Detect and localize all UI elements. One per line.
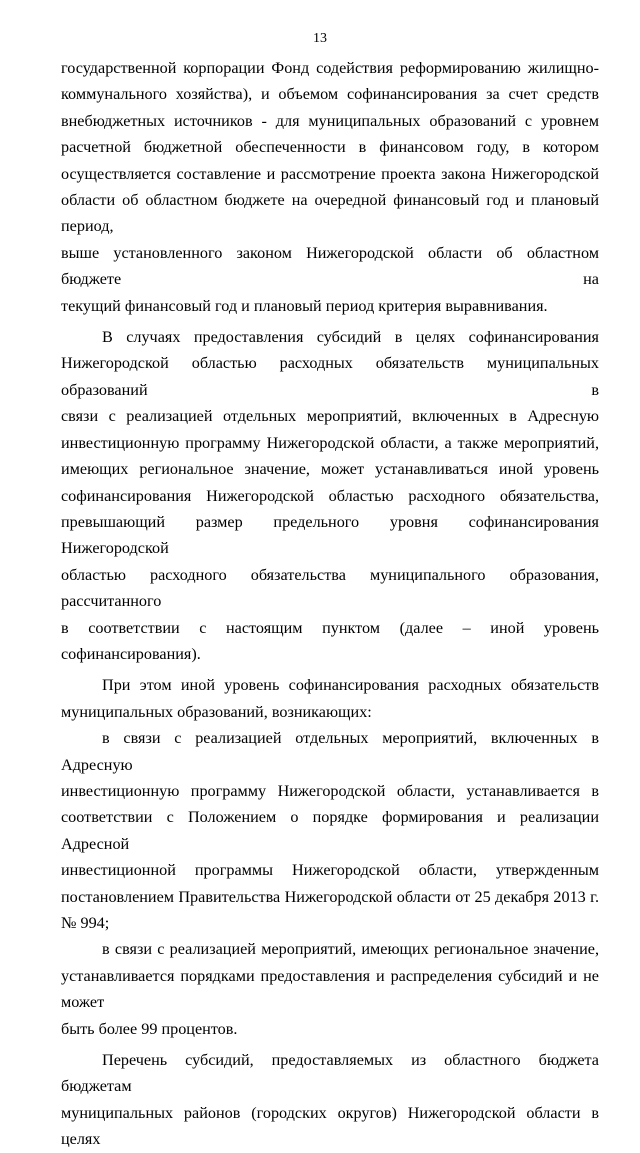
paragraph-5 [61, 936, 599, 1042]
text-line: имеющих региональное значение, может устанавливаться иной уровень [61, 460, 599, 479]
text-line: осуществляется составление и рассмотрение проекта закона Нижегородской [61, 164, 599, 183]
text-line: расчетной бюджетной обеспеченности в финансовом году, в котором [61, 138, 599, 157]
text-line: областью расходного обязательства муниципального образования, рассчитанного [61, 565, 599, 611]
text-line: выше установленного законом Нижегородской области об областном бюджете на [61, 243, 599, 289]
text-line: соответствии с Положением о порядке формирования и реализации Адресной [61, 808, 599, 853]
text-line: в соответствии с настоящим пунктом (далее – иной уровень софинансирования). [61, 618, 599, 663]
text-line: инвестиционной программы Нижегородской области, утвержденным [61, 861, 599, 880]
text-line: внебюджетных источников - для муниципальных образований с уровнем [61, 111, 599, 130]
text-line: текущий финансовый год и плановый период критерия выравнивания. [61, 296, 548, 315]
text-line: области об областном бюджете на очередной финансовый год и плановый период, [61, 191, 599, 236]
text-line: связи с реализацией отдельных мероприятий, включенных в Адресную [61, 407, 599, 426]
text-line: Перечень субсидий, предоставляемых из областного бюджета бюджетам [61, 1051, 599, 1096]
text-line: постановлением Правительства Нижегородской области от 25 декабря 2013 г. [61, 887, 599, 906]
text-line: софинансирования Нижегородской областью расходного обязательства, [61, 486, 599, 505]
text-line: быть более 99 процентов. [61, 1019, 238, 1038]
paragraph-2 [61, 324, 599, 667]
text-line: В случаях предоставления субсидий в целях софинансирования [102, 328, 599, 347]
paragraph-1 [61, 55, 599, 319]
text-line: превышающий размер предельного уровня софинансирования Нижегородской [61, 512, 599, 558]
text-line: государственной корпорации Фонд содействия реформированию жилищно- [61, 59, 599, 77]
text-line: в связи с реализацией мероприятий, имеющих региональное значение, [102, 940, 599, 959]
paragraph-6 [61, 1047, 599, 1153]
paragraph-3 [61, 672, 599, 725]
text-line: устанавливается порядками предоставления и распределения субсидий и не может [61, 966, 599, 1012]
text-line: коммунального хозяйства), и объемом софинансирования за счет средств [61, 85, 599, 104]
text-line: инвестиционную программу Нижегородской области, устанавливается в [61, 781, 599, 800]
document-body [61, 55, 599, 1153]
text-line: муниципальных образований, возникающих: [61, 702, 372, 721]
text-line: муниципальных районов (городских округов) Нижегородской области в целях [61, 1103, 599, 1149]
text-line: № 994; [61, 914, 110, 932]
text-line: в связи с реализацией отдельных мероприятий, включенных в Адресную [61, 729, 599, 774]
text-line: инвестиционную программу Нижегородской области, а также мероприятий, [61, 433, 599, 452]
text-line: При этом иной уровень софинансирования расходных обязательств [102, 676, 599, 695]
text-line: Нижегородской областью расходных обязательств муниципальных образований в [61, 354, 599, 399]
page-number: 13 [313, 31, 327, 46]
